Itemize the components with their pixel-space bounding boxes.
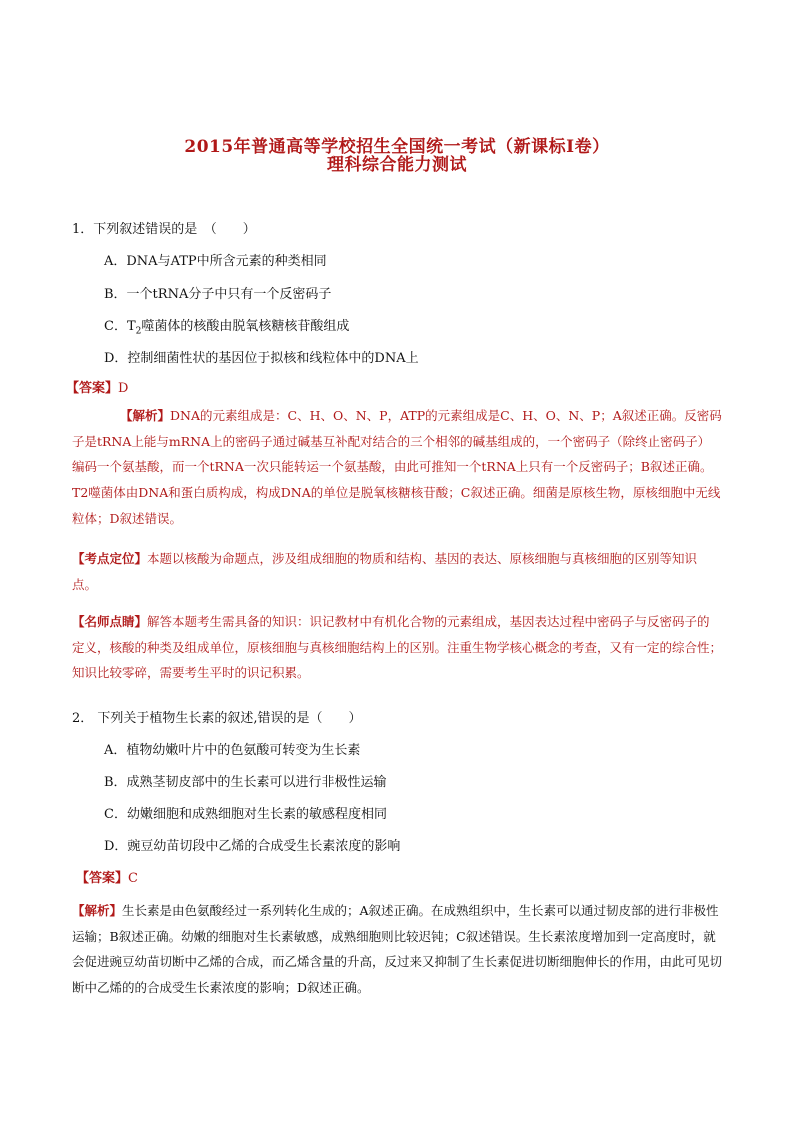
tip-tag: 【名师点睛】: [72, 614, 148, 629]
page-title: 2015年普通高等学校招生全国统一考试（新课标Ⅰ卷）: [184, 137, 610, 157]
point-tag: 【考点定位】: [72, 551, 148, 566]
question-1-stem: 1．下列叙述错误的是 （ ）: [72, 222, 256, 237]
question-1-point: [72, 546, 722, 597]
question-1-option-a: A．DNA与ATP中所含元素的种类相同: [104, 254, 327, 269]
analysis-tag: 【解析】: [72, 903, 123, 918]
question-1-analysis: [72, 403, 722, 532]
question-1-option-d: D．控制细菌性状的基因位于拟核和线粒体中的DNA上: [104, 351, 419, 366]
question-2-option-d: D．豌豆幼苗切段中乙烯的合成受生长素浓度的影响: [104, 839, 401, 854]
question-2-option-b: B．成熟茎韧皮部中的生长素可以进行非极性运输: [104, 775, 387, 790]
question-2-option-c: C．幼嫩细胞和成熟细胞对生长素的敏感程度相同: [104, 807, 387, 822]
answer-label: 【答案】: [66, 381, 119, 396]
analysis-text: DNA的元素组成是：C、H、O、N、P，ATP的元素组成是C、H、O、N、P；A叙述正确。反密码子是tRNA上能与mRNA上的密码子通过碱基互补配对结合的三个相邻的碱基组成的，一个密码子（除终止密码子）编码一个氨基酸，而一个tRNA一次只能转运一个氨基酸，由此可推知一个tRNA上只有一个反密码子；B叙述正确。T2噬菌体由DNA和蛋白质构成，构成DNA的单位是脱氧核糖核苷酸；C叙述正确。细菌是原核生物，原核细胞中无线粒体；D叙述错误。: [72, 408, 722, 526]
question-1-tip: [72, 609, 722, 686]
question-2-stem: 2． 下列关于植物生长素的叙述,错误的是（ ）: [72, 711, 362, 726]
question-2-analysis: [72, 898, 722, 1001]
question-1-option-b: B．一个tRNA分子中只有一个反密码子: [104, 287, 332, 302]
option-c-prefix: C．T: [104, 319, 136, 334]
question-1-answer: [66, 377, 128, 396]
option-c-subscript: 2: [135, 326, 142, 337]
answer-value: C: [128, 871, 138, 886]
analysis-tag: 【解析】: [120, 408, 171, 423]
answer-value: D: [118, 381, 129, 396]
question-1-option-c: [104, 315, 349, 337]
page-subtitle: 理科综合能力测试: [327, 155, 467, 175]
question-2-option-a: A．植物幼嫩叶片中的色氨酸可转变为生长素: [104, 743, 361, 758]
tip-text: 解答本题考生需具备的知识：识记教材中有机化合物的元素组成，基因表达过程中密码子与反密码子的定义，核酸的种类及组成单位，原核细胞与真核细胞结构上的区别。注重生物学核心概念的考查，又有一定的综合性；知识比较零碎，需要考生平时的识记积累。: [72, 614, 723, 681]
point-text: 本题以核酸为命题点，涉及组成细胞的物质和结构、基因的表达、原核细胞与真核细胞的区别等知识点。: [72, 551, 698, 592]
question-2-answer: [76, 867, 138, 886]
answer-label: 【答案】: [76, 871, 129, 886]
analysis-text: 生长素是由色氨酸经过一系列转化生成的；A叙述正确。在成熟组织中，生长素可以通过韧皮部的进行非极性运输；B叙述正确。幼嫩的细胞对生长素敏感，成熟细胞则比较迟钝；C叙述错误。生长素浓度增加到一定高度时，就会促进豌豆幼苗切断中乙烯的合成，而乙烯含量的升高，反过来又抑制了生长素促进切断细胞伸长的作用，由此可见切断中乙烯的的合成受生长素浓度的影响；D叙述正确。: [72, 903, 723, 996]
option-c-text: 噬菌体的核酸由脱氧核糖核苷酸组成: [141, 319, 350, 334]
